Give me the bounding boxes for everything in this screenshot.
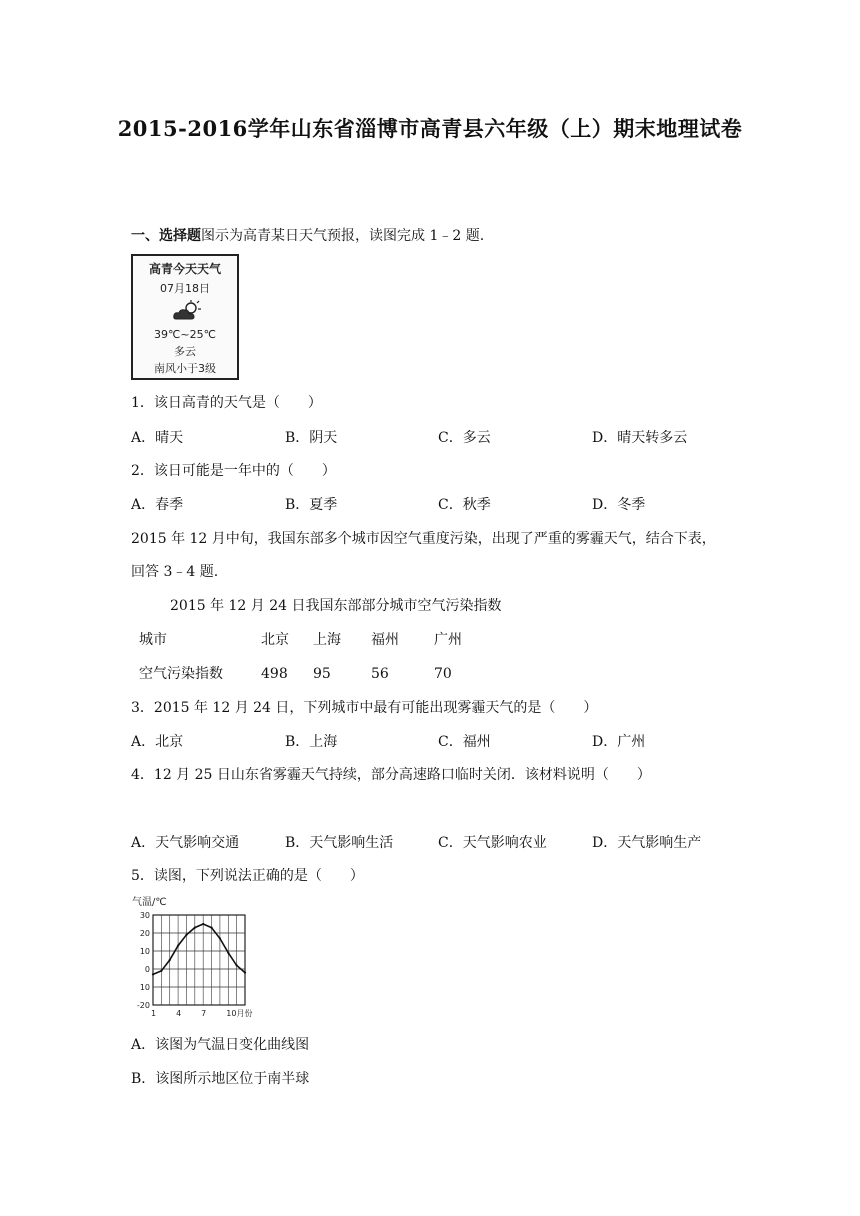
- table-city-cell: 北京: [261, 632, 289, 648]
- chart-y-tick-label: 20: [139, 929, 150, 938]
- table-value-cell: 95: [313, 666, 331, 682]
- q2-option-c[interactable]: C．秋季: [438, 497, 491, 513]
- chart-point: [185, 934, 187, 936]
- chart-point: [219, 937, 221, 939]
- chart-y-tick-label: 0: [144, 965, 150, 974]
- q3-option-b[interactable]: B．上海: [285, 734, 338, 750]
- table-city-cell: 上海: [313, 632, 341, 648]
- chart-y-tick-label: -20: [136, 1001, 150, 1010]
- chart-y-tick-label: 10: [139, 983, 150, 992]
- section-heading: 一、选择题: [131, 228, 201, 244]
- q1-option-a[interactable]: A．晴天: [131, 430, 184, 446]
- table-city-cell: 广州: [434, 632, 462, 648]
- q5-option-b[interactable]: B．该图所示地区位于南半球: [131, 1071, 310, 1087]
- chart-frame: [153, 915, 245, 1005]
- weather-forecast-card: [131, 254, 239, 380]
- q3-option-d[interactable]: D．广州: [592, 734, 646, 750]
- q2-option-d[interactable]: D．冬季: [592, 497, 646, 513]
- q2-option-a[interactable]: A．春季: [131, 497, 184, 513]
- chart-x-tick-label: 7: [201, 1009, 207, 1018]
- q1-option-c[interactable]: C．多云: [438, 430, 491, 446]
- chart-x-tick-label: 4: [176, 1009, 182, 1018]
- chart-series-line: [153, 924, 245, 974]
- question-5-stem: 5．读图，下列说法正确的是（ ）: [131, 868, 364, 884]
- table-value-cell: 498: [261, 666, 288, 682]
- chart-points: [152, 923, 246, 976]
- q2-option-b[interactable]: B．夏季: [285, 497, 338, 513]
- chart-point: [169, 959, 171, 961]
- chart-grid: [153, 915, 245, 1005]
- table-row-label-index: 空气污染指数: [139, 666, 223, 682]
- partly-cloudy-icon: [171, 300, 203, 322]
- chart-point: [244, 972, 246, 974]
- chart-y-tick-label: 10: [139, 947, 150, 956]
- table-value-cell: 70: [434, 666, 452, 682]
- table-value-cell: 56: [371, 666, 389, 682]
- chart-y-tick-label: 30: [139, 911, 150, 920]
- chart-point: [210, 927, 212, 929]
- q5-option-a[interactable]: A．该图为气温日变化曲线图: [131, 1037, 310, 1053]
- weather-card-wind: 南风小于3级: [154, 362, 216, 375]
- weather-card-title: 高青今天天气: [148, 262, 221, 276]
- q3-option-c[interactable]: C．福州: [438, 734, 491, 750]
- chart-point: [227, 952, 229, 954]
- q4-option-b[interactable]: B．天气影响生活: [285, 835, 394, 851]
- table-title: 2015 年 12 月 24 日我国东部部分城市空气污染指数: [170, 598, 502, 614]
- q4-option-d[interactable]: D．天气影响生产: [592, 835, 702, 851]
- chart-x-ticks: [151, 1008, 252, 1018]
- q1-option-b[interactable]: B．阴天: [285, 430, 338, 446]
- q1-option-d[interactable]: D．晴天转多云: [592, 430, 688, 446]
- weather-card-date: 07月18日: [160, 282, 210, 295]
- q3-option-a[interactable]: A．北京: [131, 734, 184, 750]
- question-4-stem: 4．12 月 25 日山东省雾霾天气持续，部分高速路口临时关闭．该材料说明（ ）: [131, 767, 651, 783]
- chart-point: [236, 964, 238, 966]
- chart-x-tick-label: 1: [151, 1009, 157, 1018]
- page-title: 2015-2016学年山东省淄博市高青县六年级（上）期末地理试卷: [117, 116, 743, 141]
- table-city-cell: 福州: [371, 632, 399, 648]
- table-row-label-city: 城市: [139, 632, 167, 648]
- chart-x-tick-label: 10月份: [226, 1009, 253, 1018]
- section-intro-text: 图示为高青某日天气预报，读图完成 1﹣2 题.: [201, 228, 485, 244]
- q4-option-c[interactable]: C．天气影响农业: [438, 835, 547, 851]
- question-3-stem: 3．2015 年 12 月 24 日，下列城市中最有可能出现雾霾天气的是（ ）: [131, 700, 598, 716]
- chart-y-ticks: [137, 911, 150, 1010]
- section1-intro: [131, 226, 484, 246]
- chart-point: [152, 973, 154, 975]
- chart-point: [194, 927, 196, 929]
- chart-y-axis-label: 气温/℃: [132, 897, 167, 908]
- passage-line-1: 2015 年 12 月中旬，我国东部多个城市因空气重度污染，出现了严重的雾霾天气，结合下表，: [131, 531, 716, 547]
- weather-card-temp: 39℃~25℃: [154, 328, 216, 341]
- q4-option-a[interactable]: A．天气影响交通: [131, 835, 240, 851]
- temperature-chart: [129, 895, 253, 1025]
- passage-line-2: 回答 3﹣4 题.: [131, 564, 219, 580]
- weather-card-condition: 多云: [174, 345, 196, 358]
- question-2-stem: 2．该日可能是一年中的（ ）: [131, 463, 336, 479]
- chart-point: [177, 945, 179, 947]
- chart-point: [160, 970, 162, 972]
- question-1-stem: 1．该日高青的天气是（ ）: [131, 395, 322, 411]
- chart-point: [202, 923, 204, 925]
